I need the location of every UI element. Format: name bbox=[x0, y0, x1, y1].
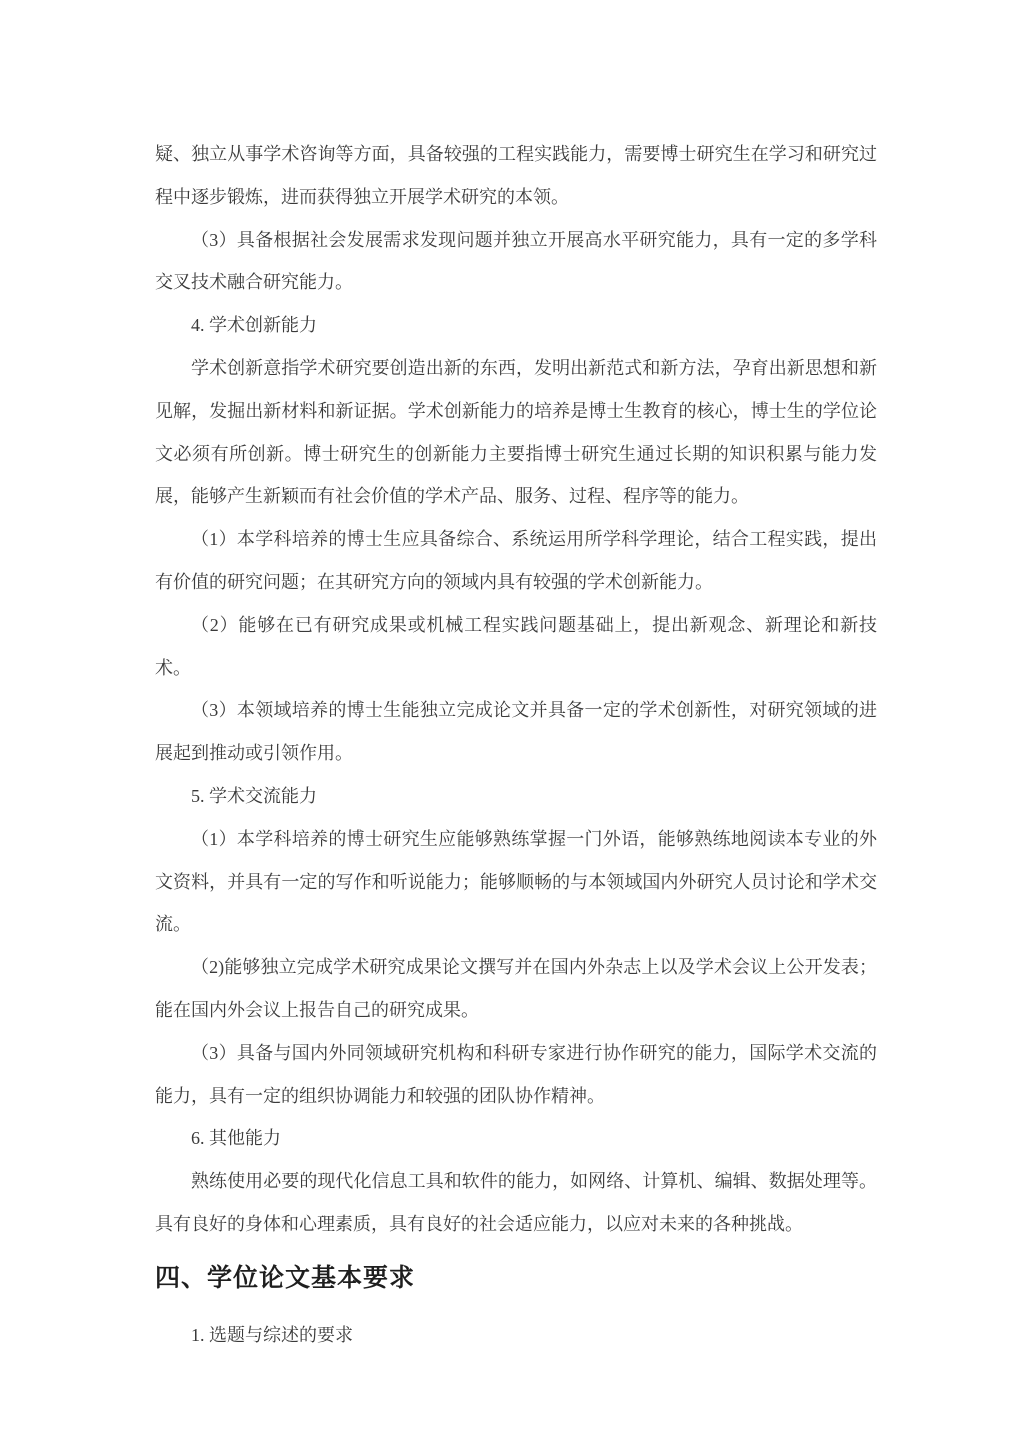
document-body bbox=[155, 0, 877, 1357]
section-heading: 四、学位论文基本要求 bbox=[155, 1263, 416, 1292]
paragraph-15: 1. 选题与综述的要求 bbox=[191, 1324, 353, 1345]
paragraph-8: 5. 学术交流能力 bbox=[191, 785, 317, 806]
paragraph-5: （1）本学科培养的博士生应具备综合、系统运用所学科学理论，结合工程实践，提出有价值的研究问题；在其研究方向的领域内具有较强的学术创新能力。 bbox=[155, 529, 877, 592]
paragraph-13: 熟练使用必要的现代化信息工具和软件的能力，如网络、计算机、编辑、数据处理等。具有良好的身体和心理素质，具有良好的社会适应能力，以应对未来的各种挑战。 bbox=[155, 1171, 877, 1234]
paragraph-7: （3）本领域培养的博士生能独立完成论文并具备一定的学术创新性，对研究领域的进展起到推动或引领作用。 bbox=[155, 700, 877, 764]
paragraph-11: （3）具备与国内外同领域研究机构和科研专家进行协作研究的能力，国际学术交流的能力，具有一定的组织协调能力和较强的团队协作精神。 bbox=[155, 1042, 877, 1106]
paragraph-10: （2)能够独立完成学术研究成果论文撰写并在国内外杂志上以及学术会议上公开发表；能在国内外会议上报告自己的研究成果。 bbox=[155, 957, 877, 1020]
paragraph-9: （1）本学科培养的博士研究生应能够熟练掌握一门外语，能够熟练地阅读本专业的外文资料，并具有一定的写作和听说能力；能够顺畅的与本领域国内外研究人员讨论和学术交流。 bbox=[155, 828, 877, 935]
paragraph-3: 4. 学术创新能力 bbox=[191, 315, 317, 336]
paragraph-2: （3）具备根据社会发展需求发现问题并独立开展高水平研究能力，具有一定的多学科交叉技术融合研究能力。 bbox=[155, 229, 877, 293]
paragraph-1: 疑、独立从事学术咨询等方面，具备较强的工程实践能力，需要博士研究生在学习和研究过程中逐步锻炼，进而获得独立开展学术研究的本领。 bbox=[155, 144, 877, 207]
paragraph-12: 6. 其他能力 bbox=[191, 1128, 281, 1149]
paragraph-4: 学术创新意指学术研究要创造出新的东西，发明出新范式和新方法，孕育出新思想和新见解，发掘出新材料和新证据。学术创新能力的培养是博士生教育的核心，博士生的学位论文必须有所创新。博士研究生的创新能力主要指博士研究生通过长期的知识积累与能力发展，能够产生新颖而有社会价值的学术产品、服务、过程、程序等的能力。 bbox=[155, 357, 877, 507]
paragraph-6: （2）能够在已有研究成果或机械工程实践问题基础上，提出新观念、新理论和新技术。 bbox=[155, 614, 877, 678]
